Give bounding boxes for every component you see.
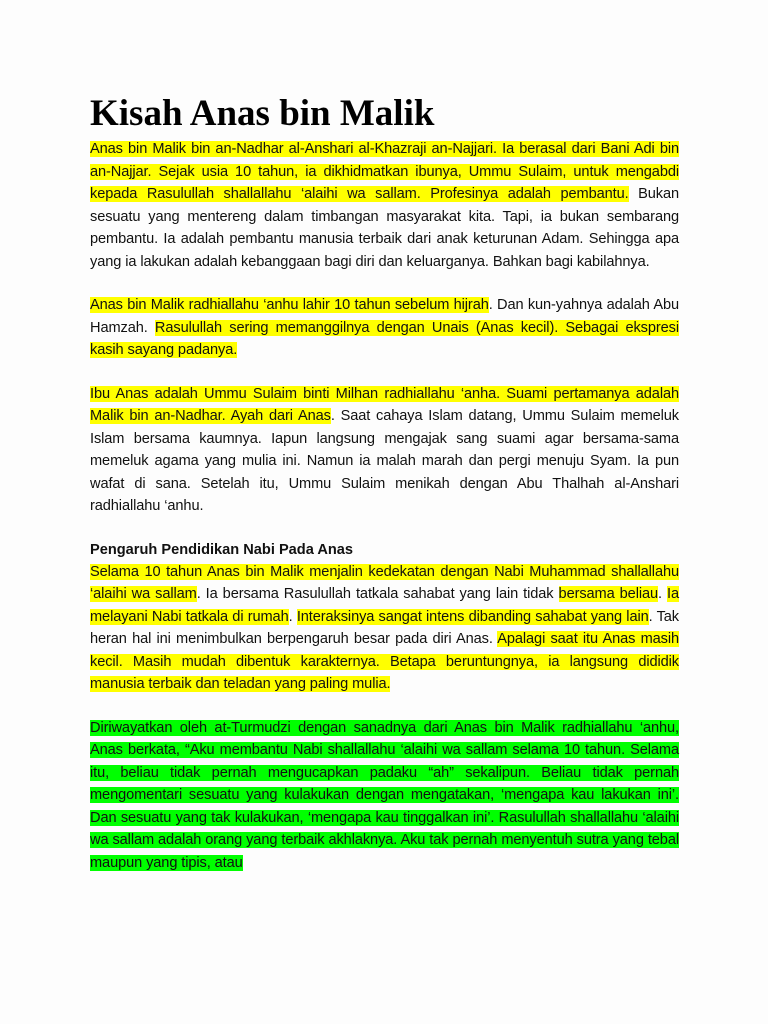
paragraph-intro [90,138,679,273]
page-title: Kisah Anas bin Malik [90,93,435,134]
section-heading: Pengaruh Pendidikan Nabi Pada Anas [90,541,354,558]
highlight-yellow: Anas bin Malik bin an-Nadhar al-Anshari al-Khazraji an-Najjari. Ia berasal dari Bani Adi bin an-Najjar. Sejak usia 10 tahun, ia dikhidmatkan ibunya, Ummu Sulaim, untuk mengabdi kepada Rasulullah shallallahu ‘alaihi wa sallam. Profesinya adalah pembantu. [90,141,679,202]
paragraph-hadith [90,717,679,875]
text-run: Bukan sesuatu yang mentereng dalam timbangan masyarakat kita. Tapi, ia bukan sembarang pembantu. Ia adalah pembantu manusia terbaik dari anak keturunan Adam. Sehingga apa yang ia lakukan adalah kebanggaan bagi diri dan keluarganya. Bahkan bagi kabilahnya. [90,186,679,270]
document-content [90,92,679,895]
text-run: . Tak heran hal ini menimbulkan berpengaruh besar pada diri Anas. [90,608,679,647]
highlight-yellow: Anas bin Malik radhiallahu ‘anhu lahir 10 tahun sebelum hijrah [90,297,489,313]
highlight-green: Diriwayatkan oleh at-Turmudzi dengan sanadnya dari Anas bin Malik radhiallahu ‘anhu, Anas berkata, “Aku membantu Nabi shallallahu ‘alaihi wa sallam selama 10 tahun. Selama itu, beliau tidak pernah mengucapkan padaku “ah” sekalipun. Beliau tidak pernah mengomentari sesuatu yang kulakukan dengan mengatakan, ‘mengapa kau lakukan ini’. Dan sesuatu yang tak kulakukan, ‘mengapa kau tinggalkan ini’. Rasulullah shallallahu ‘alaihi wa sallam adalah orang yang terbaik akhlaknya. Aku tak pernah menyentuh sutra yang tebal maupun yang tipis, atau [90,719,679,871]
paragraph-mother [90,383,679,518]
highlight-yellow: bersama beliau [558,586,659,602]
highlight-yellow: Apalagi saat itu Anas masih kecil. Masih mudah dibentuk karakternya. Betapa beruntungnya, ia langsung dididik manusia terbaik dan teladan yang paling mulia. [90,631,679,692]
text-run: . [658,586,667,602]
highlight-yellow: Selama 10 tahun Anas bin Malik menjalin kedekatan dengan Nabi Muhammad shallallahu ‘alaihi wa sallam [90,563,679,602]
highlight-yellow: Interaksinya sangat intens dibanding sahabat yang lain [296,608,649,625]
highlight-yellow: Rasulullah sering memanggilnya dengan Unais (Anas kecil). Sebagai ekspresi kasih sayang padanya. [90,319,679,358]
paragraph-birth [90,294,679,362]
text-run: . Saat cahaya Islam datang, Ummu Sulaim memeluk Islam bersama kaumnya. Iapun langsung mengajak sang suami agar bersama-sama memeluk agama yang mulia ini. Namun ia malah marah dan pergi menuju Syam. Ia pun wafat di sana. Setelah itu, Ummu Sulaim menikah dengan Abu Thalhah al-Anshari radhiallahu ‘anhu. [90,408,680,514]
text-run: . Ia bersama Rasulullah tatkala sahabat yang lain tidak [196,586,559,602]
highlight-yellow: Ibu Anas adalah Ummu Sulaim binti Milhan radhiallahu ‘anha. Suami pertamanya adalah Malik bin an-Nadhar. Ayah dari Anas [90,385,679,424]
paragraph-education [90,561,679,696]
text-run: . [288,608,297,625]
text-run: . Dan kun-yahnya adalah Abu Hamzah. [90,297,679,336]
highlight-yellow: Ia melayani Nabi tatkala di rumah [90,586,679,625]
